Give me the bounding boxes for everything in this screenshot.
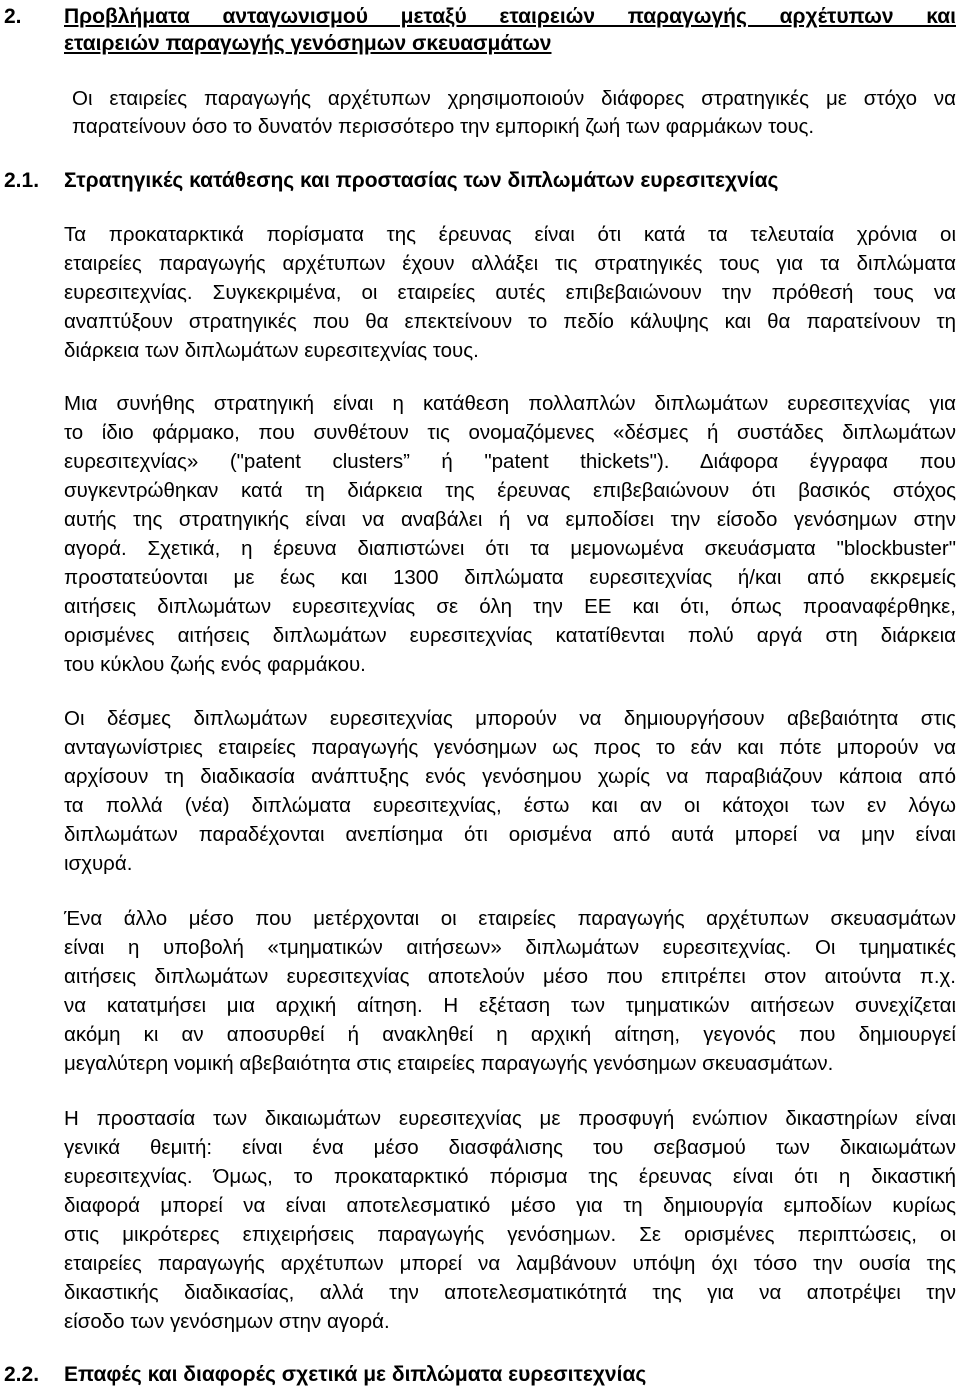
paragraph-line: αναπτύξουν στρατηγικές που θα επεκτείνουν το πεδίο κάλυψης και θα παρατείνουν τη	[64, 310, 956, 333]
paragraph-line: προστατεύονται με έως και 1300 διπλώματα ευρεσιτεχνίας ή/και από εκκρεμείς	[64, 566, 956, 589]
paragraph-line: του κύκλου ζωής ενός φαρμάκου.	[64, 653, 366, 676]
paragraph-line: Ένα άλλο μέσο που μετέρχονται οι εταιρείες παραγωγής αρχέτυπων σκευασμάτων	[64, 907, 956, 930]
section-2-title-line-2: εταιρειών παραγωγής γενόσημων σκευασμάτων	[64, 32, 552, 55]
paragraph-line: Τα προκαταρκτικά πορίσματα της έρευνας είναι ότι κατά τα τελευταία χρόνια οι	[64, 223, 956, 246]
section-2-1-number: 2.1.	[4, 169, 40, 192]
paragraph-line: είναι η υποβολή «τμηματικών αιτήσεων» διπλωμάτων ευρεσιτεχνίας. Οι τμηματικές	[64, 936, 956, 959]
paragraph-line: να κατατμήσει μια αρχική αίτηση. Η εξέταση των τμηματικών αιτήσεων συνεχίζεται	[64, 994, 956, 1017]
paragraph-line: εταιρείες παραγωγής αρχέτυπων μπορεί να λαμβάνουν υπόψη όχι τόσο την ουσία της	[64, 1252, 956, 1275]
paragraph-line: διαφορά μπορεί να είναι αποτελεσματικό μέσο για τη δημιουργία εμποδίων κυρίως	[64, 1194, 956, 1217]
paragraph-line: γενικά θεμιτή: είναι ένα μέσο διασφάλισης του σεβασμού των δικαιωμάτων	[64, 1136, 956, 1159]
paragraph-line: το ίδιο φάρμακο, που συνθέτουν τις ονομαζόμενες «δέσμες ή συστάδες διπλωμάτων	[64, 421, 956, 444]
paragraph-line: εταιρείες παραγωγής αρχέτυπων έχουν αλλάξει τις στρατηγικές τους για τα διπλώματα	[64, 252, 956, 275]
paragraph-line: ανταγωνίστριες εταιρείες παραγωγής γενόσημων ως προς το εάν και πότε μπορούν να	[64, 736, 956, 759]
paragraph-line: ισχυρά.	[64, 852, 133, 875]
paragraph-line: συγκεντρώθηκαν κατά τη διάρκεια της έρευνας επιβεβαιώνουν ότι βασικός στόχος	[64, 479, 956, 502]
paragraph-line: Μια συνήθης στρατηγική είναι η κατάθεση πολλαπλών διπλωμάτων ευρεσιτεχνίας για	[64, 392, 956, 415]
section-2-2-number: 2.2.	[4, 1363, 40, 1386]
paragraph-line: ακόμη κι αν αποσυρθεί ή ανακληθεί η αρχική αίτηση, γεγονός που δημιουργεί	[64, 1023, 956, 1046]
paragraph-line: αιτήσεις διπλωμάτων ευρεσιτεχνίας αποτελούν μέσο που επιτρέπει στον αιτούντα π.χ.	[64, 965, 956, 988]
paragraph-line: δικαστικής διαδικασίας, αλλά την αποτελεσματικότητά της για να αποτρέψει την	[64, 1281, 956, 1304]
paragraph-line: τα πολλά (νέα) διπλώματα ευρεσιτεχνίας, έστω και αν οι κάτοχοι των εν λόγω	[64, 794, 956, 817]
paragraph-line: διάρκεια των διπλωμάτων ευρεσιτεχνίας τους.	[64, 339, 479, 362]
section-2-intro-line: Οι εταιρείες παραγωγής αρχέτυπων χρησιμοποιούν διάφορες στρατηγικές με στόχο να	[72, 87, 956, 110]
section-2-title-line-1: Προβλήματα ανταγωνισμού μεταξύ εταιρειών παραγωγής αρχέτυπων και	[64, 5, 956, 28]
paragraph-line: ευρεσιτεχνίας» ("patent clusters” ή "patent thickets"). Διάφορα έγγραφα που	[64, 450, 956, 473]
section-2-1-title: Στρατηγικές κατάθεσης και προστασίας των διπλωμάτων ευρεσιτεχνίας	[64, 169, 779, 192]
paragraph-line: είσοδο των γενόσημων στην αγορά.	[64, 1310, 390, 1333]
section-2-number: 2.	[4, 5, 22, 28]
paragraph-line: μεγαλύτερη νομική αβεβαιότητα στις εταιρείες παραγωγής γενόσημων σκευασμάτων.	[64, 1052, 834, 1075]
paragraph-line: αγορά. Σχετικά, η έρευνα διαπιστώνει ότι τα μεμονωμένα σκευάσματα "blockbuster"	[64, 537, 956, 560]
paragraph-line: ευρεσιτεχνίας. Όμως, το προκαταρκτικό πόρισμα της έρευνας είναι ότι η δικαστική	[64, 1165, 956, 1188]
section-2-intro-line: παρατείνουν όσο το δυνατόν περισσότερο την εμπορική ζωή των φαρμάκων τους.	[72, 115, 815, 138]
paragraph-line: ορισμένες αιτήσεις διπλωμάτων ευρεσιτεχνίας κατατίθενται πολύ αργά στη διάρκεια	[64, 624, 956, 647]
paragraph-line: αυτής της στρατηγικής είναι να αναβάλει ή να εμποδίσει την είσοδο γενόσημων στην	[64, 508, 956, 531]
paragraph-line: ευρεσιτεχνίας. Συγκεκριμένα, οι εταιρείες αυτές επιβεβαιώνουν την πρόθεσή τους να	[64, 281, 956, 304]
paragraph-line: Οι δέσμες διπλωμάτων ευρεσιτεχνίας μπορούν να δημιουργήσουν αβεβαιότητα στις	[64, 707, 956, 730]
section-2-2-title: Επαφές και διαφορές σχετικά με διπλώματα ευρεσιτεχνίας	[64, 1363, 647, 1386]
paragraph-line: αιτήσεις διπλωμάτων ευρεσιτεχνίας σε όλη την ΕΕ και ότι, όπως προαναφέρθηκε,	[64, 595, 956, 618]
paragraph-line: Η προστασία των δικαιωμάτων ευρεσιτεχνίας με προσφυγή ενώπιον δικαστηρίων είναι	[64, 1107, 956, 1130]
paragraph-line: διπλωμάτων παραδέχονται ανεπίσημα ότι ορισμένα από αυτά μπορεί να μην είναι	[64, 823, 956, 846]
paragraph-line: στις μικρότερες επιχειρήσεις παραγωγής γενόσημων. Σε ορισμένες περιπτώσεις, οι	[64, 1223, 956, 1246]
paragraph-line: αρχίσουν τη διαδικασία ανάπτυξης ενός γενόσημου χωρίς να παραβιάζουν κάποια από	[64, 765, 956, 788]
